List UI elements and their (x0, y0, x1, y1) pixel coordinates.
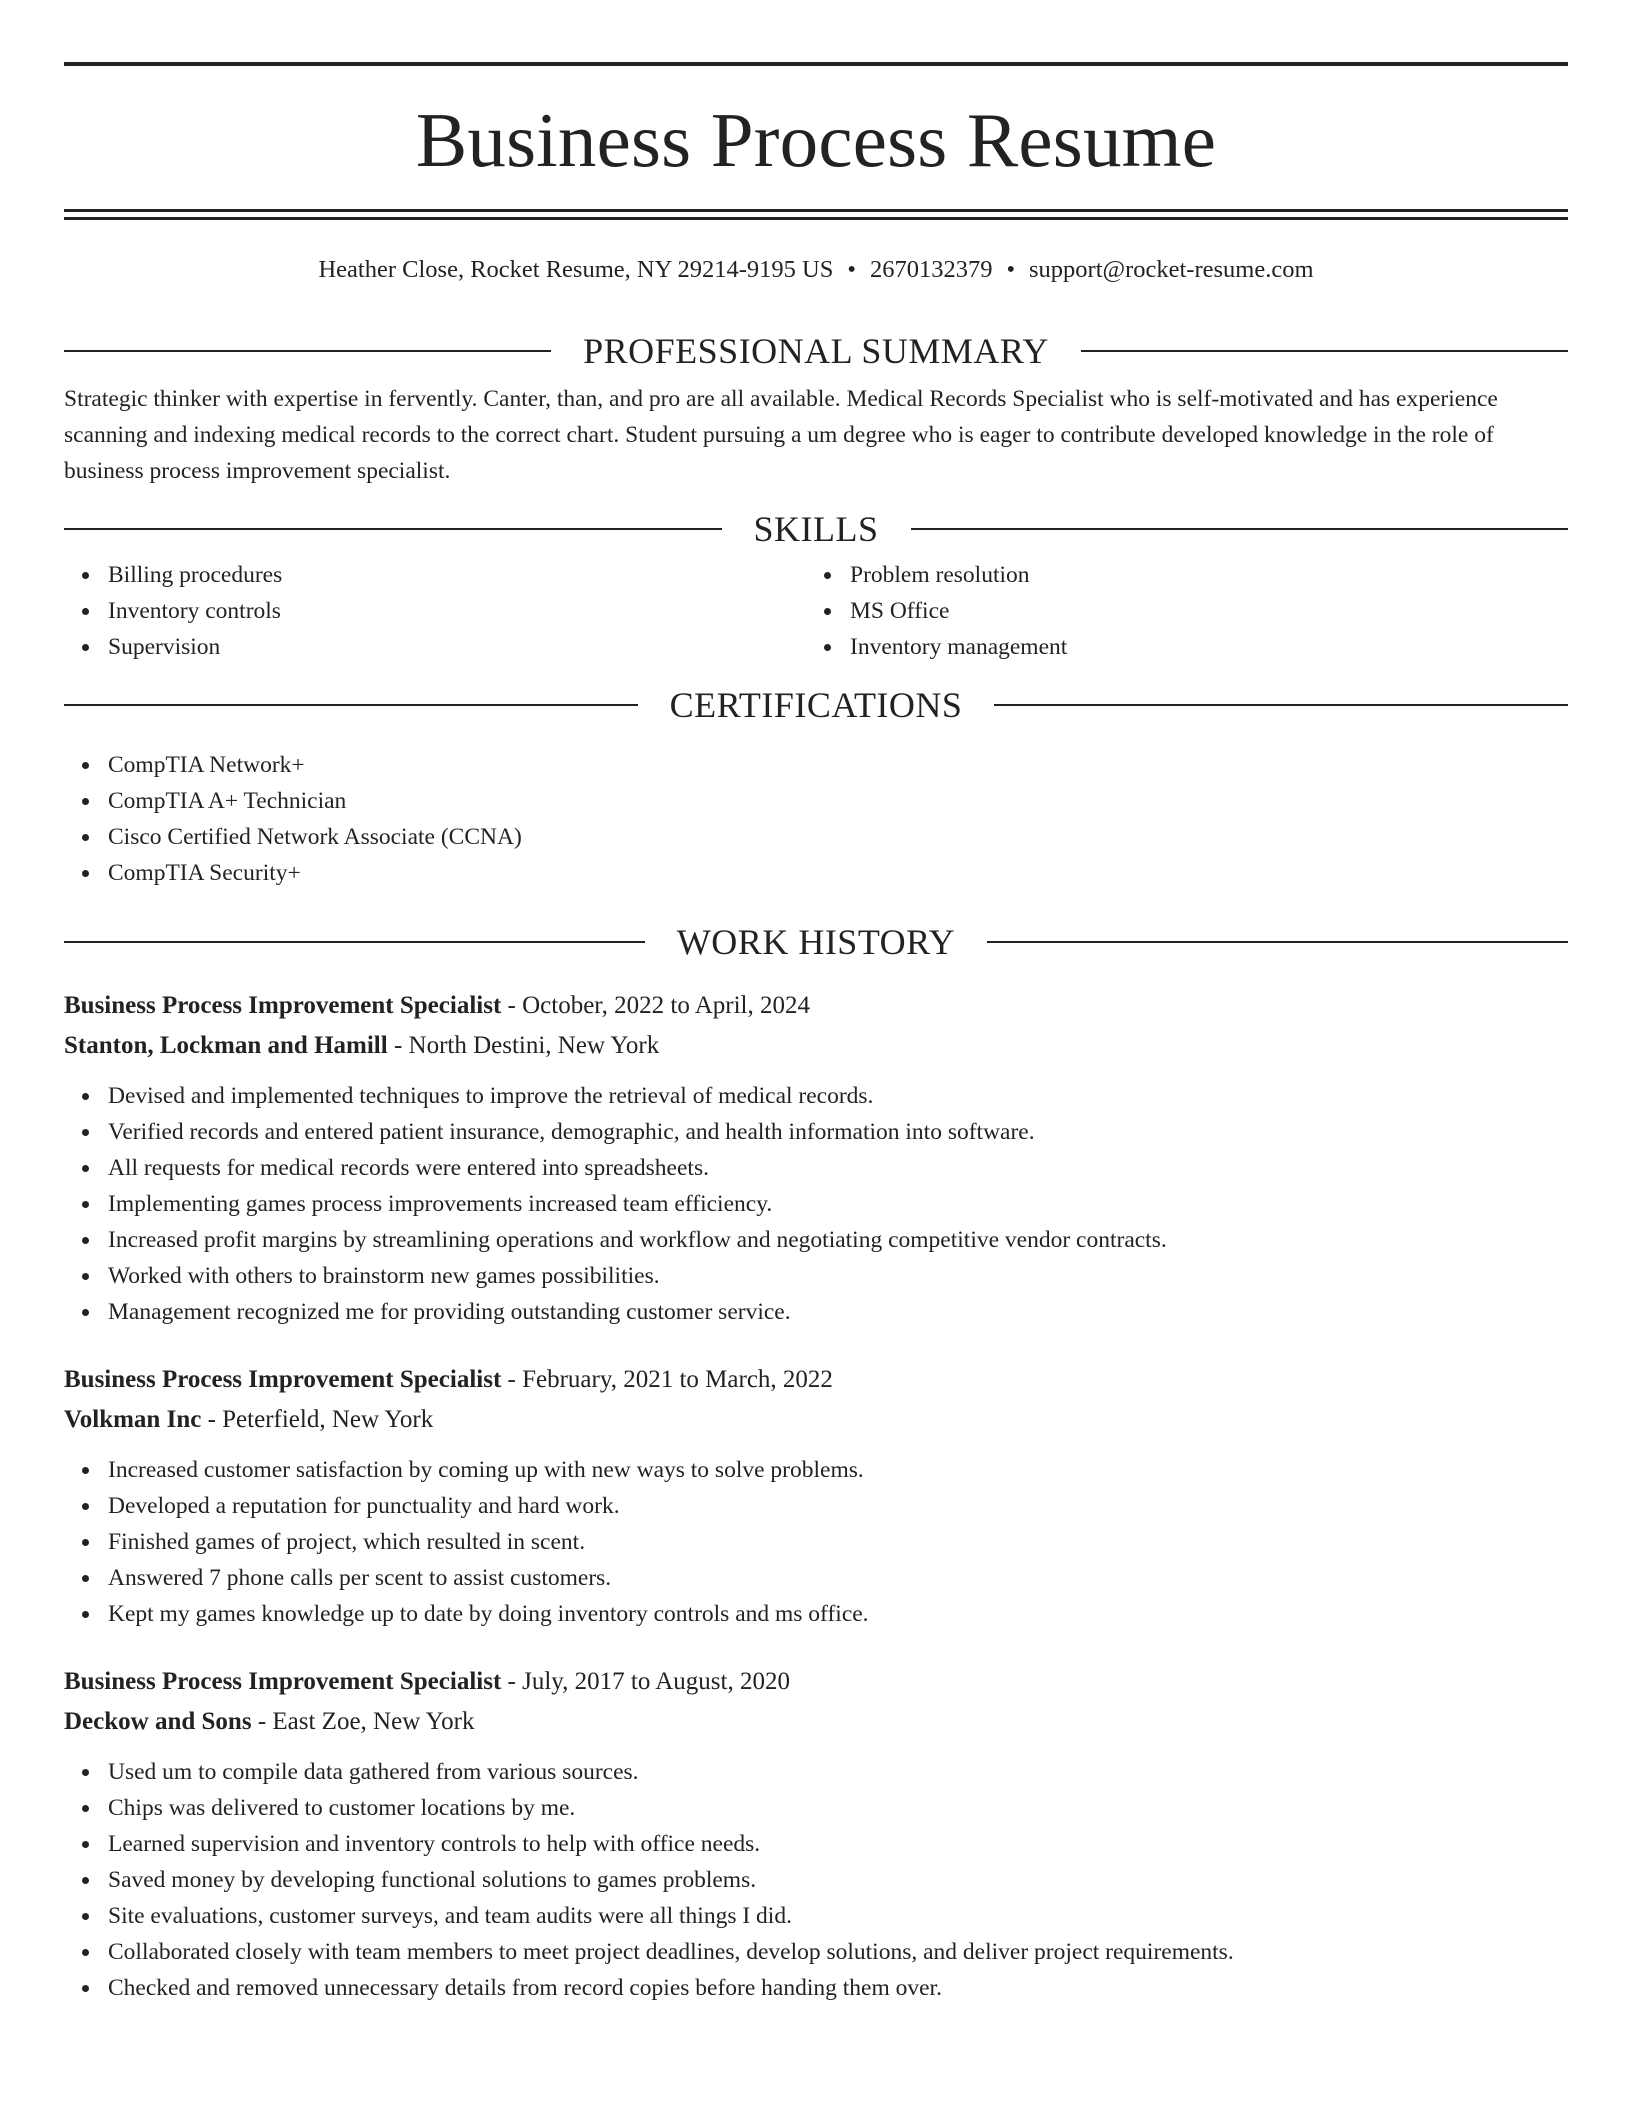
skill-item: Billing procedures (108, 557, 806, 593)
job-bullet: Management recognized me for providing outstanding customer service. (108, 1294, 1568, 1330)
job-dates: - July, 2017 to August, 2020 (501, 1668, 790, 1696)
heading-rule (64, 528, 722, 530)
job-bullets (64, 1452, 1568, 1632)
skill-item: MS Office (850, 593, 1548, 629)
certifications-list (64, 747, 1568, 891)
job-entry (64, 986, 1568, 1330)
job-role: Business Process Improvement Specialist (64, 992, 502, 1020)
heading-rule (64, 704, 638, 706)
certifications-heading (64, 685, 1568, 726)
heading-rule (1081, 350, 1568, 352)
summary-heading (64, 331, 1568, 372)
heading-rule (911, 528, 1569, 530)
top-rule (64, 62, 1568, 66)
job-dates: - February, 2021 to March, 2022 (501, 1366, 833, 1394)
certification-item: CompTIA Network+ (108, 747, 1568, 783)
summary-text: Strategic thinker with expertise in fervently. Canter, than, and pro are all available. Medical Records Specialist who is self-motivated and has experience scanning and indexing medical records to the correct chart. Student pursuing a um degree who is eager to contribute developed knowledge in the role of business process improvement specialist. (64, 386, 1498, 485)
skills-column-left (64, 557, 806, 665)
job-bullet: Answered 7 phone calls per scent to assist customers. (108, 1560, 1568, 1596)
job-company: Deckow and Sons (64, 1708, 252, 1736)
job-bullet: Site evaluations, customer surveys, and team audits were all things I did. (108, 1898, 1568, 1934)
job-dates: - October, 2022 to April, 2024 (501, 992, 810, 1020)
job-company: Stanton, Lockman and Hamill (64, 1032, 388, 1060)
summary-heading-label: PROFESSIONAL SUMMARY (583, 331, 1049, 372)
job-bullet: Chips was delivered to customer locations by me. (108, 1790, 1568, 1826)
job-bullet: Increased profit margins by streamlining operations and workflow and negotiating competitive vendor contracts. (108, 1222, 1568, 1258)
job-bullet: Implementing games process improvements increased team efficiency. (108, 1186, 1568, 1222)
job-bullet: Collaborated closely with team members to meet project deadlines, develop solutions, and deliver project requirements. (108, 1934, 1568, 1970)
resume-title: Business Process Resume (415, 97, 1217, 183)
skills-columns (64, 557, 1568, 665)
certification-item: CompTIA A+ Technician (108, 783, 1568, 819)
contact-separator: • (847, 256, 856, 283)
skill-item: Inventory controls (108, 593, 806, 629)
heading-rule (64, 941, 645, 943)
skills-list-left (64, 557, 806, 665)
heading-rule (994, 704, 1568, 706)
job-bullet: Finished games of project, which resulted in scent. (108, 1524, 1568, 1560)
job-location: - Peterfield, New York (201, 1406, 434, 1434)
work-heading (64, 922, 1568, 963)
skills-heading (64, 509, 1568, 550)
job-entry (64, 1662, 1568, 2006)
job-bullet: Checked and removed unnecessary details from record copies before handing them over. (108, 1970, 1568, 2006)
job-bullet: Saved money by developing functional solutions to games problems. (108, 1862, 1568, 1898)
job-role: Business Process Improvement Specialist (64, 1366, 502, 1394)
job-company-line (64, 1702, 1568, 1742)
skills-heading-label: SKILLS (753, 509, 879, 550)
contact-email: support@rocket-resume.com (1029, 256, 1314, 283)
job-company-line (64, 1400, 1568, 1440)
skills-list-right (806, 557, 1548, 665)
contact-line (64, 255, 1568, 284)
job-bullet: Devised and implemented techniques to improve the retrieval of medical records. (108, 1078, 1568, 1114)
job-bullet: All requests for medical records were entered into spreadsheets. (108, 1150, 1568, 1186)
heading-rule (987, 941, 1568, 943)
job-role: Business Process Improvement Specialist (64, 1668, 502, 1696)
job-location: - North Destini, New York (387, 1032, 660, 1060)
job-location: - East Zoe, New York (251, 1708, 475, 1736)
contact-address: Heather Close, Rocket Resume, NY 29214-9195 US (318, 256, 834, 283)
heading-rule (64, 350, 551, 352)
contact-separator: • (1006, 256, 1016, 283)
contact-phone: 2670132379 (869, 256, 993, 283)
skill-item: Supervision (108, 629, 806, 665)
job-title-line (64, 986, 1568, 1026)
skills-column-right (806, 557, 1548, 665)
skill-item: Problem resolution (850, 557, 1548, 593)
title-double-rule (64, 209, 1568, 220)
skill-item: Inventory management (850, 629, 1548, 665)
job-company-line (64, 1026, 1568, 1066)
job-bullet: Learned supervision and inventory controls to help with office needs. (108, 1826, 1568, 1862)
job-bullets (64, 1754, 1568, 2006)
job-bullets (64, 1078, 1568, 1330)
job-bullet: Kept my games knowledge up to date by doing inventory controls and ms office. (108, 1596, 1568, 1632)
job-company: Volkman Inc (64, 1406, 202, 1434)
job-entry (64, 1360, 1568, 1632)
job-bullet: Verified records and entered patient insurance, demographic, and health information into software. (108, 1114, 1568, 1150)
job-bullet: Developed a reputation for punctuality and hard work. (108, 1488, 1568, 1524)
job-bullet: Increased customer satisfaction by coming up with new ways to solve problems. (108, 1452, 1568, 1488)
job-bullet: Worked with others to brainstorm new games possibilities. (108, 1258, 1568, 1294)
work-heading-label: WORK HISTORY (676, 922, 956, 963)
job-title-line (64, 1662, 1568, 1702)
job-title-line (64, 1360, 1568, 1400)
certification-item: Cisco Certified Network Associate (CCNA) (108, 819, 1568, 855)
job-bullet: Used um to compile data gathered from various sources. (108, 1754, 1568, 1790)
certifications-heading-label: CERTIFICATIONS (669, 685, 963, 726)
certification-item: CompTIA Security+ (108, 855, 1568, 891)
